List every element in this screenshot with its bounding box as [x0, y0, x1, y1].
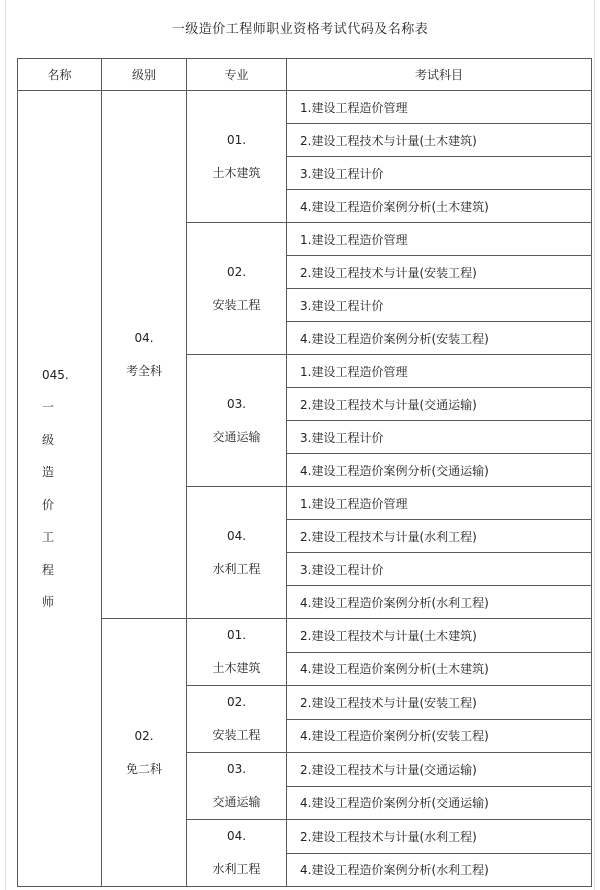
subject-cell: 4.建设工程造价案例分析(土木建筑) [287, 190, 592, 223]
subject-cell: 3.建设工程计价 [287, 421, 592, 454]
subject-cell: 4.建设工程造价案例分析(交通运输) [287, 454, 592, 487]
subject-cell: 2.建设工程技术与计量(水利工程) [287, 820, 592, 854]
level-cell [102, 91, 187, 619]
name-char: 一 [42, 400, 55, 414]
name-char: 工 [42, 530, 55, 544]
specialty-cell [187, 619, 287, 686]
specialty-code: 02. [226, 264, 247, 279]
level-name: 免二科 [125, 761, 162, 776]
specialty-code: 03. [226, 396, 247, 411]
name-char: 程 [42, 562, 55, 577]
name-cell [18, 91, 102, 887]
subject-cell: 4.建设工程造价案例分析(安装工程) [287, 322, 592, 355]
subject-cell: 2.建设工程技术与计量(安装工程) [287, 256, 592, 289]
specialty-name: 安装工程 [212, 297, 261, 312]
header-subject: 考试科目 [287, 59, 592, 91]
subject-cell: 4.建设工程造价案例分析(水利工程) [287, 853, 592, 887]
specialty-cell [187, 686, 287, 753]
subject-cell: 3.建设工程计价 [287, 157, 592, 190]
subject-cell: 2.建设工程技术与计量(交通运输) [287, 388, 592, 421]
specialty-name: 交通运输 [212, 795, 261, 809]
subject-cell: 4.建设工程造价案例分析(交通运输) [287, 786, 592, 820]
specialty-cell [187, 753, 287, 820]
specialty-cell [187, 487, 287, 619]
subject-cell: 3.建设工程计价 [287, 553, 592, 586]
specialty-name: 交通运输 [212, 429, 261, 444]
specialty-cell [187, 91, 287, 223]
subject-cell: 1.建设工程造价管理 [287, 91, 592, 124]
specialty-code: 02. [226, 695, 247, 709]
level-code: 02. [134, 728, 154, 743]
specialty-name: 水利工程 [212, 561, 261, 576]
name-char: 价 [42, 497, 55, 512]
specialty-code: 01. [226, 628, 247, 642]
specialty-name: 土木建筑 [212, 661, 261, 675]
level-name: 考全科 [125, 363, 162, 378]
subject-cell: 4.建设工程造价案例分析(土木建筑) [287, 652, 592, 686]
subject-cell: 1.建设工程造价管理 [287, 223, 592, 256]
subject-cell: 2.建设工程技术与计量(安装工程) [287, 686, 592, 720]
subject-cell: 4.建设工程造价案例分析(水利工程) [287, 586, 592, 619]
table-row [18, 619, 592, 653]
subject-cell: 2.建设工程技术与计量(土木建筑) [287, 619, 592, 653]
level-code: 04. [134, 330, 154, 345]
page-title: 一级造价工程师职业资格考试代码及名称表 [171, 22, 429, 37]
specialty-code: 04. [226, 829, 247, 843]
specialty-name: 土木建筑 [212, 165, 261, 180]
specialty-name: 安装工程 [212, 728, 261, 742]
specialty-cell [187, 355, 287, 487]
subject-cell: 2.建设工程技术与计量(土木建筑) [287, 124, 592, 157]
subject-cell: 2.建设工程技术与计量(水利工程) [287, 520, 592, 553]
subject-cell: 1.建设工程造价管理 [287, 487, 592, 520]
name-code: 045. [42, 367, 69, 382]
specialty-code: 01. [226, 132, 247, 147]
name-char: 造 [42, 465, 55, 479]
table-row [18, 91, 592, 124]
name-char: 师 [42, 595, 55, 609]
subject-cell: 3.建设工程计价 [287, 289, 592, 322]
level-cell [102, 619, 187, 887]
header-level: 级别 [102, 59, 187, 91]
specialty-cell [187, 223, 287, 355]
name-char: 级 [42, 432, 55, 447]
specialty-cell [187, 820, 287, 887]
subject-cell: 2.建设工程技术与计量(交通运输) [287, 753, 592, 787]
subject-cell: 1.建设工程造价管理 [287, 355, 592, 388]
specialty-name: 水利工程 [212, 862, 261, 876]
specialty-code: 04. [226, 528, 247, 543]
specialty-code: 03. [226, 762, 247, 776]
header-name: 名称 [18, 59, 102, 91]
header-specialty: 专业 [187, 59, 287, 91]
header-row [18, 59, 592, 91]
exam-code-table [17, 58, 592, 887]
subject-cell: 4.建设工程造价案例分析(安装工程) [287, 719, 592, 753]
